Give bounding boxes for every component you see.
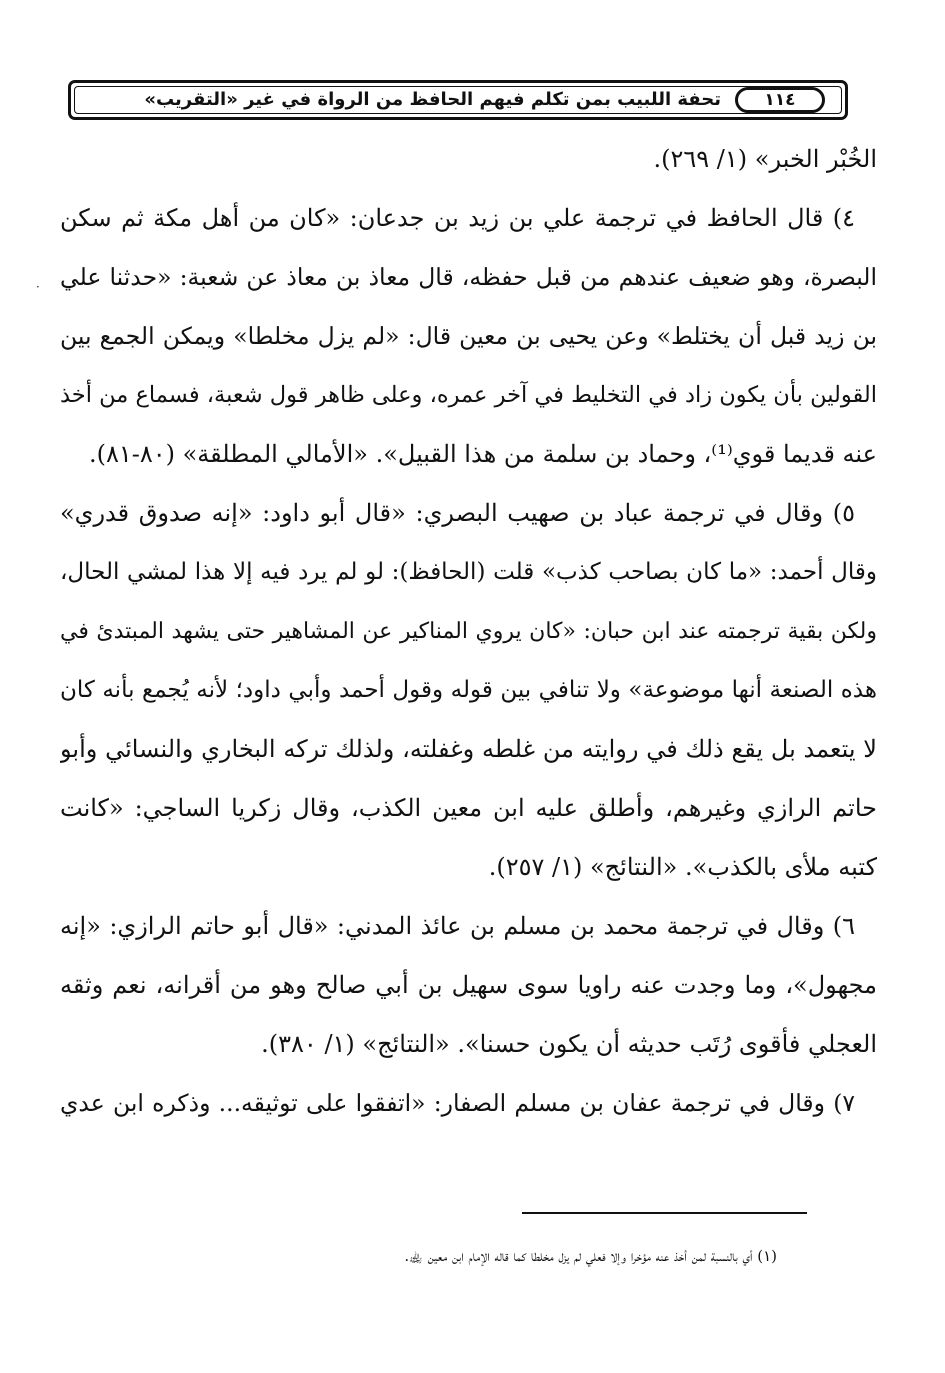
text-line: بن زيد قبل أن يختلط» وعن يحيى بن معين قال: «لم يزل مخلطا» ويمكن الجمع بين [60,322,877,350]
text-line: ٤) قال الحافظ في ترجمة علي بن زيد بن جدعان: «كان من أهل مكة ثم سكن [60,204,856,232]
text-line: عنه قديما قوي⁽¹⁾، وحماد بن سلمة من هذا القبيل». «الأمالي المطلقة» (٨٠-٨١). [88,440,877,468]
text-line: مجهول»، وما وجدت عنه راويا سوى سهيل بن أبي صالح وهو من أقرانه، نعم وثقه [60,971,877,999]
text-line: حاتم الرازي وغيرهم، وأطلق عليه ابن معين الكذب، وقال زكريا الساجي: «كانت [60,794,877,822]
text-line: ٥) وقال في ترجمة عباد بن صهيب البصري: «قال أبو داود: «إنه صدوق قدري» [60,499,855,527]
text-line: الخُبْر الخبر» (١/ ٢٦٩). [653,145,877,173]
text-line: هذه الصنعة أنها موضوعة» ولا تنافي بين قوله وقول أحمد وأبي داود؛ لأنه يُجمع بأنه كان [60,677,877,703]
page-body [60,130,877,1133]
page-number: ١١٤ [735,87,825,113]
text-line: ولكن بقية ترجمته عند ابن حبان: «كان يروي المناكير عن المشاهير حتى يشهد المبتدئ في [60,619,877,644]
text-line: وقال أحمد: «ما كان بصاحب كذب» قلت (الحافظ): لو لم يرد فيه إلا هذا لمشي الحال، [60,559,877,585]
text-line: لا يتعمد بل يقع ذلك في روايته من غلطه وغفلته، ولذلك تركه البخاري والنسائي وأبو [60,735,877,763]
footnote: (١) أي بالنسبة لمن أخذ عنه مؤخرا وإلا فعلي لم يزل مخلطا كما قاله الإمام ابن معين ﵀. [404,1247,777,1265]
running-header [68,80,848,120]
text-line: ٧) وقال في ترجمة عفان بن مسلم الصفار: «اتفقوا على توثيقه... وذكره ابن عدي [60,1089,855,1117]
text-line: القولين بأن يكون زاد في التخليط في آخر عمره، وعلى ظاهر قول شعبة، فسماع من أخذ [60,382,877,408]
scan-speck: · [36,280,40,294]
book-title: تحفة اللبيب بمن تكلم فيهم الحافظ من الرواة في غير «التقريب» [144,89,721,110]
text-line: ٦) وقال في ترجمة محمد بن مسلم بن عائذ المدني: «قال أبو حاتم الرازي: «إنه [60,912,855,940]
text-line: البصرة، وهو ضعيف عندهم من قبل حفظه، قال معاذ بن معاذ عن شعبة: «حدثنا علي [60,263,877,291]
text-line: كتبه ملأى بالكذب». «النتائج» (١/ ٢٥٧). [488,853,877,881]
footnote-separator [522,1212,807,1214]
text-line: العجلي فأقوى رُتَب حديثه أن يكون حسنا». «النتائج» (١/ ٣٨٠). [261,1030,877,1058]
